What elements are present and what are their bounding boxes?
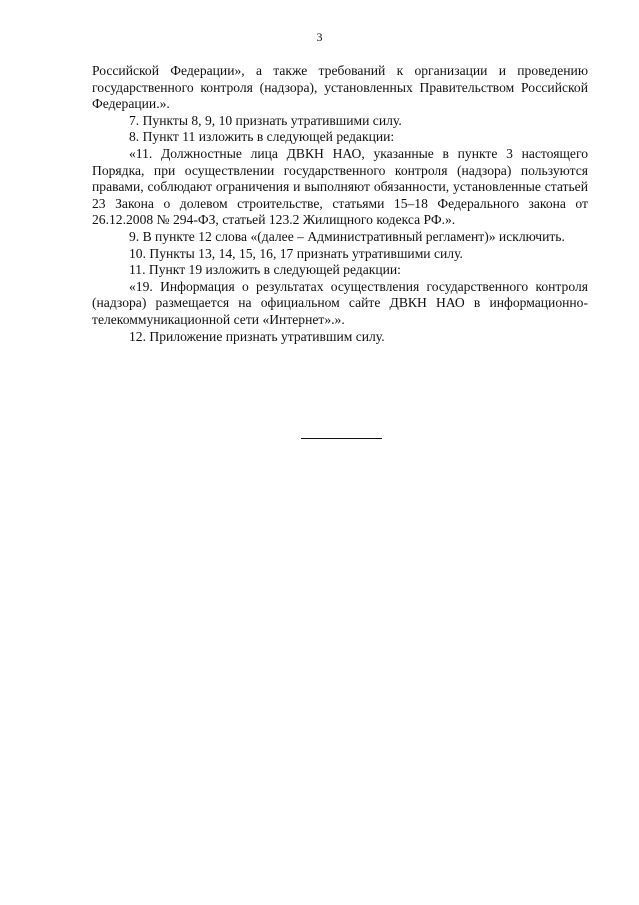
paragraph-item-9: 9. В пункте 12 слова «(далее – Административный регламент)» исключить. bbox=[129, 228, 565, 244]
paragraph-item-12: 12. Приложение признать утратившим силу. bbox=[129, 328, 385, 344]
paragraph-item-8: 8. Пункт 11 изложить в следующей редакции: bbox=[129, 129, 395, 145]
document-body bbox=[92, 63, 588, 345]
paragraph-quote-19: «19. Информация о результатах осуществления государственного контроля (надзора) размещается на официальном сайте ДВКН НАО в информационно-телекоммуникационной сети «Интернет».». bbox=[92, 278, 588, 327]
end-divider-line bbox=[301, 438, 382, 439]
paragraph-item-10: 10. Пункты 13, 14, 15, 16, 17 признать утратившими силу. bbox=[129, 245, 463, 261]
paragraph-item-11: 11. Пункт 19 изложить в следующей редакции: bbox=[129, 262, 401, 278]
paragraph-quote-11: «11. Должностные лица ДВКН НАО, указанные в пункте 3 настоящего Порядка, при осуществлении государственного контроля (надзора) пользуются правами, соблюдают ограничения и выполняют обязанности, установленные статьей 23 Закона о долевом строительстве, статьями 15–18 Федерального закона от 26.12.2008 № 294-ФЗ, статьей 123.2 Жилищного кодекса РФ.». bbox=[92, 145, 588, 228]
paragraph-item-7: 7. Пункты 8, 9, 10 признать утратившими силу. bbox=[129, 112, 402, 128]
paragraph-continuation: Российской Федерации», а также требований к организации и проведению государственного контроля (надзора), установленных Правительством Российской Федерации.». bbox=[92, 63, 588, 112]
page-number: 3 bbox=[316, 30, 323, 44]
